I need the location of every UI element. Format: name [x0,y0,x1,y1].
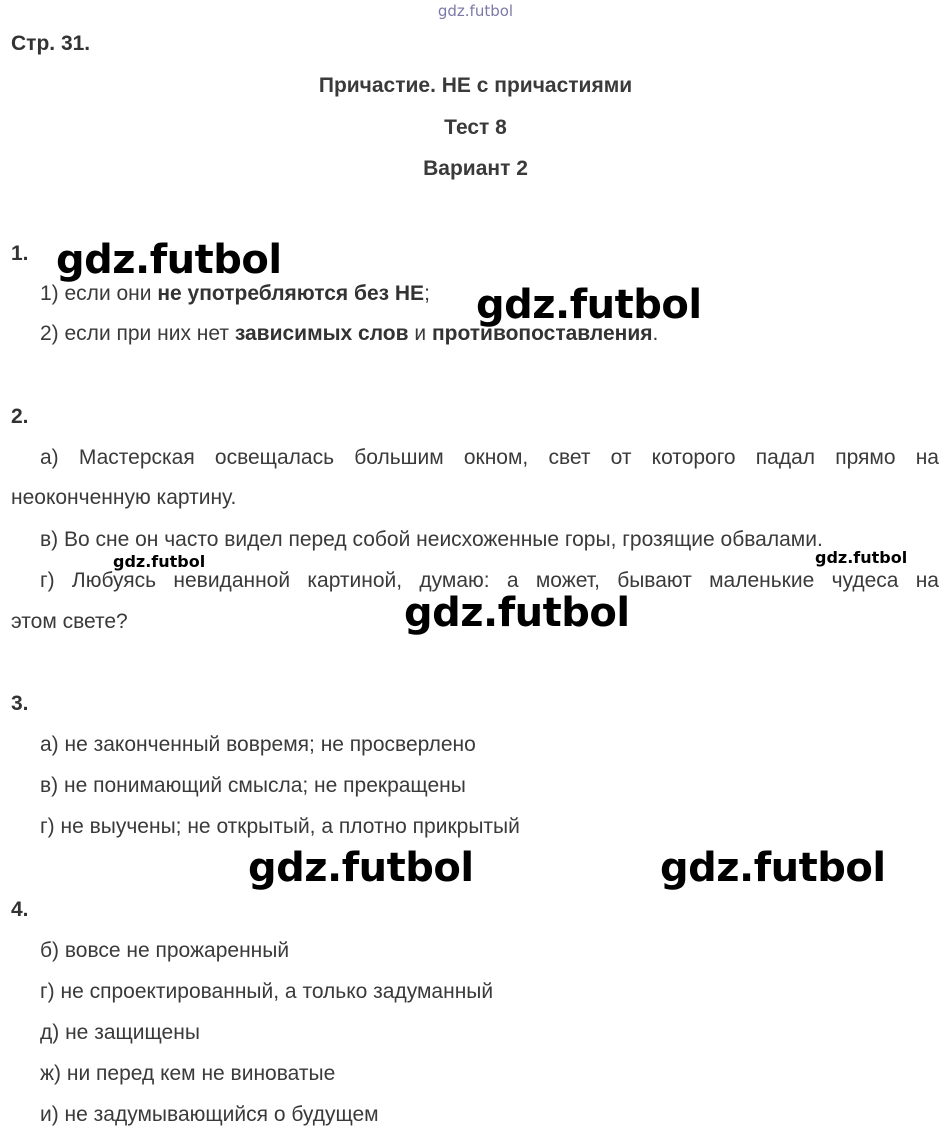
question-1-number: 1. [11,242,29,265]
q1-l2-middle: и [408,322,432,345]
q1-l1-prefix: 1) если они [40,282,158,305]
q1-answer-line-1 [40,282,430,306]
q4-answer-zh: ж) ни перед кем не виноватые [40,1062,336,1085]
watermark-6: gdz.futbol [248,845,474,891]
watermark-2: gdz.futbol [476,282,702,328]
q2-answer-a-line-2: неоконченную картину. [11,486,237,509]
topic-title: Причастие. НЕ с причастиями [318,74,633,97]
q4-answer-d: д) не защищены [40,1021,200,1044]
q1-l2-prefix: 2) если при них нет [40,322,235,345]
q1-l2-bold-1: зависимых слов [234,322,409,345]
test-title: Тест 8 [444,116,507,139]
question-3-number: 3. [11,692,29,715]
watermark-5: gdz.futbol [404,590,630,636]
q3-answer-v: в) не понимающий смысла; не прекращены [40,774,466,797]
q2-answer-g-line-1: г) Любуясь невиданной картиной, думаю: а может, бывают маленькие чудеса на [40,569,939,592]
q2-answer-a-line-1: а) Мастерская освещалась большим окном, свет от которого падал прямо на [40,446,939,469]
q4-answer-g: г) не спроектированный, а только задуманный [40,980,494,1003]
q3-answer-g: г) не выучены; не открытый, а плотно прикрытый [40,815,520,838]
variant-title: Вариант 2 [423,157,528,180]
question-2-number: 2. [11,405,29,428]
watermark-1: gdz.futbol [56,237,282,283]
watermark-4: gdz.futbol [815,548,908,567]
q2-answer-g-line-2: этом свете? [11,610,128,633]
q1-l1-bold: не употребляются без НЕ [157,282,425,305]
q1-l2-suffix: . [652,322,659,345]
q4-answer-b: б) вовсе не прожаренный [40,939,290,962]
watermark-3: gdz.futbol [113,552,206,571]
watermark-top: gdz.futbol [437,2,514,20]
q1-l2-bold-2: противопоставления [431,322,653,345]
question-4-number: 4. [11,898,29,921]
q1-l1-suffix: ; [424,282,430,305]
q2-answer-v: в) Во сне он часто видел перед собой неисхоженные горы, грозящие обвалами. [40,528,823,551]
q3-answer-a: а) не законченный вовремя; не просверлено [40,733,476,756]
q4-answer-i: и) не задумывающийся о будущем [40,1103,379,1126]
page-number-label: Стр. 31. [11,32,91,55]
watermark-7: gdz.futbol [660,845,886,891]
